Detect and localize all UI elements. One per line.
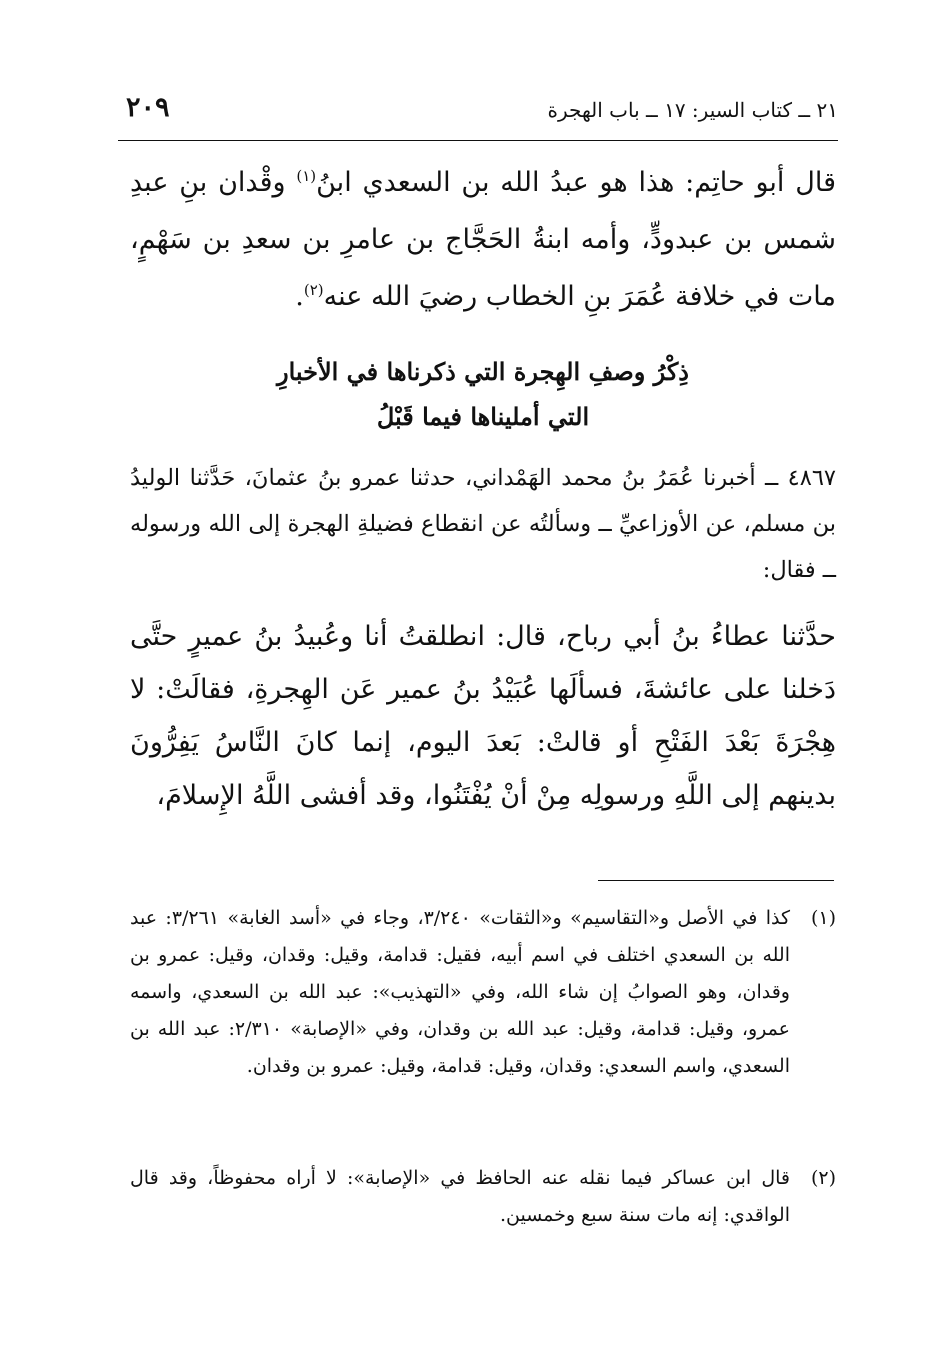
footnote-2 bbox=[130, 1160, 836, 1234]
footnote-ref-2: (٢) bbox=[303, 281, 324, 299]
hadith-chain: ٤٨٦٧ ــ أخبرنا عُمَرُ بنُ محمد الهَمْداني، حدثنا عمرو بنُ عثمانَ، حَدَّثنا الوليدُ بن مسلم، عن الأوزاعيِّ ــ وسألتُه عن انقطاع فضيلةِ الهجرة إلى الله ورسوله ــ فقال: bbox=[130, 465, 836, 583]
section-title-line-1: ذِكْرُ وصفِ الهِجرة التي ذكرناها في الأخبارِ bbox=[276, 357, 689, 386]
footnote-divider bbox=[598, 880, 834, 881]
section-title-line-2: التي أمليناها فيما قَبْلُ bbox=[376, 402, 590, 431]
opening-text-c: . bbox=[295, 281, 304, 312]
hadith-text: حدَّثنا عطاءُ بنُ أبي رباح، قال: انطلقتُ أنا وعُبيدُ بنُ عميرٍ حتَّى دَخلنا على عائشةَ، فسألَها عُبَيْدُ بنُ عمير عَن الهِجرةِ، فقالَتْ: لا هِجْرَةَ بَعْدَ الفَتْحِ أو قالتْ: بَعدَ اليوم، إنما كانَ النَّاسُ يَفِرُّونَ بدينهم إلى اللَّهِ ورسولِه مِنْ أنْ يُفْتَنُوا، وقد أفشى اللَّهُ الإِسلامَ، bbox=[130, 621, 836, 811]
opening-text-a: قال أبو حاتِم: هذا هو عبدُ الله بن السعدي ابنُ bbox=[316, 167, 836, 198]
footnote-ref-1: (١) bbox=[296, 167, 317, 185]
opening-paragraph bbox=[130, 154, 836, 325]
footnote-2-number: (٢) bbox=[810, 1167, 836, 1189]
page-number: ٢٠٩ bbox=[126, 92, 170, 123]
footnote-2-text: قال ابن عساكر فيما نقله عنه الحافظ في «الإصابة»: لا أراه محفوظاً، وقد قال الواقدي: إنه مات سنة سبع وخمسين. bbox=[130, 1167, 790, 1226]
header-divider bbox=[118, 140, 838, 141]
footnote-1-number: (١) bbox=[810, 907, 836, 929]
footnote-1 bbox=[130, 900, 836, 1085]
footnote-1-text: كذا في الأصل و«التقاسيم» و«الثقات» ٣/٢٤٠، وجاء في «أسد الغابة» ٣/٢٦١: عبد الله بن السعدي اختلف في اسم أبيه، فقيل: قدامة، وقيل: وقدان، وقيل: عمرو بن وقدان، وهو الصوابُ إن شاء الله، وفي «التهذيب»: عبد الله بن السعدي، واسمه عمرو، وقيل: قدامة، وقيل: عبد الله بن وقدان، وفي «الإصابة» ٢/٣١٠: عبد الله بن السعدي، واسم السعدي: وقدان، وقيل: قدامة، وقيل: عمرو بن وقدان. bbox=[130, 907, 790, 1077]
running-head: ٢١ ــ كتاب السير: ١٧ ــ باب الهجرة bbox=[547, 98, 838, 122]
page-header bbox=[118, 92, 838, 132]
opening-text-b: وقْدان بنِ عبدِ شمس بن عبدودٍّ، وأمه ابنةُ الحَجَّاج بن عامرِ بن سعدِ بن سَهْمٍ، مات في خلافة عُمَرَ بنِ الخطاب رضيَ الله عنه bbox=[130, 167, 836, 312]
